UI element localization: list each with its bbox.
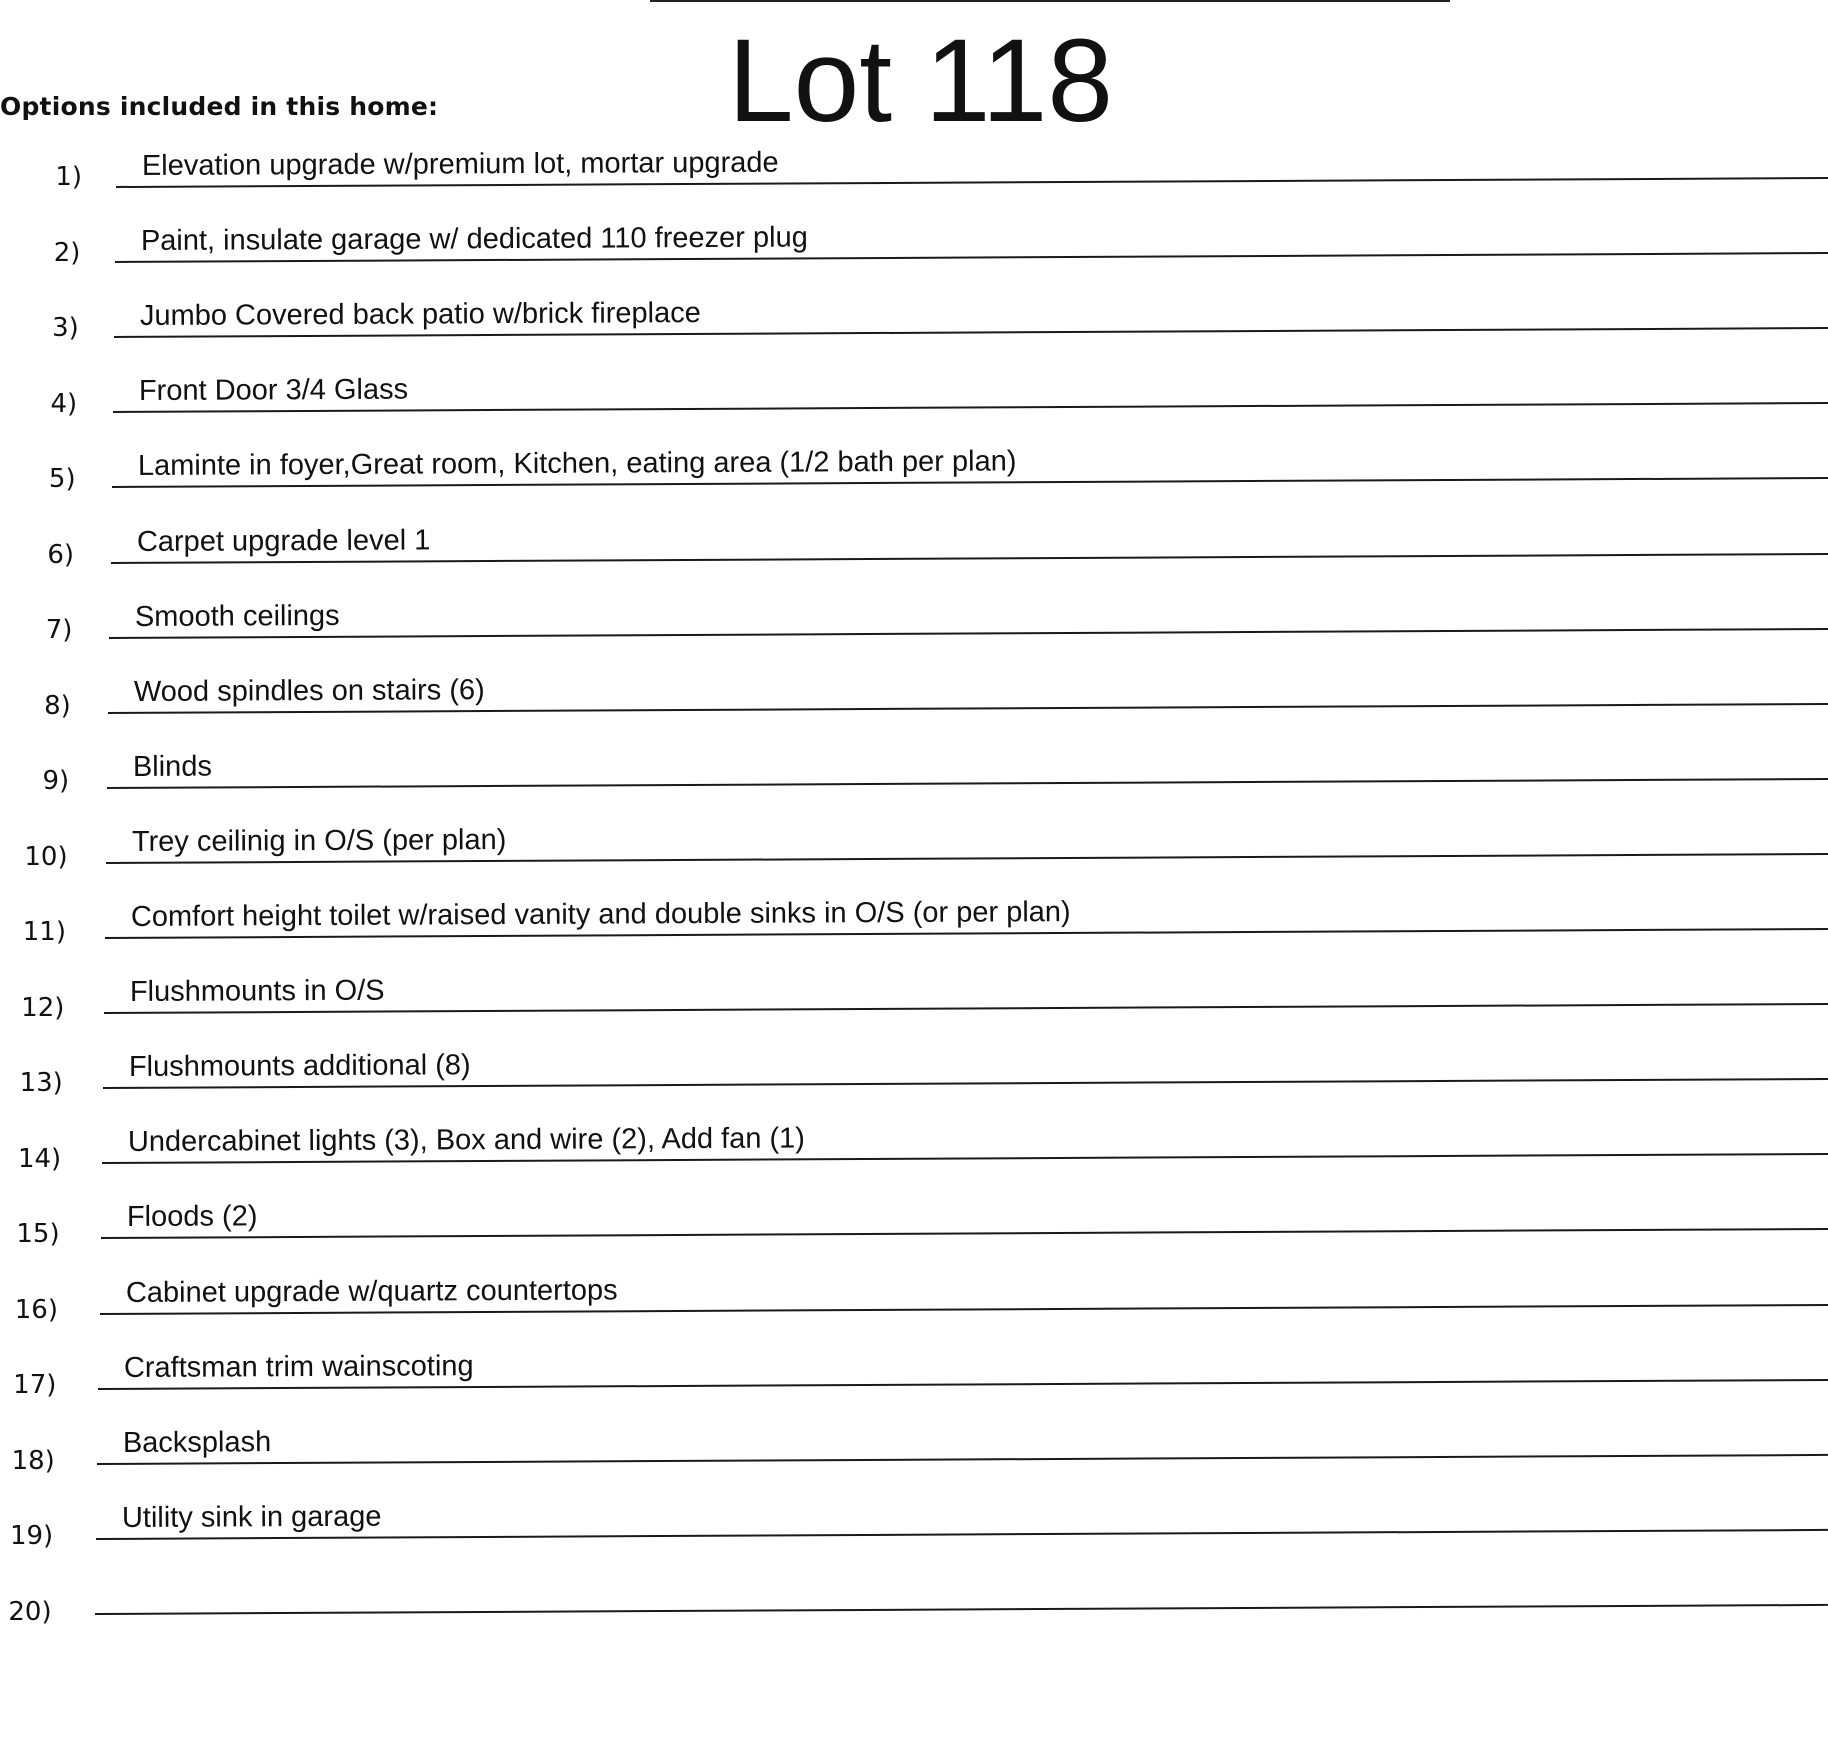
option-number: 6) [47, 539, 74, 570]
option-number: 1) [55, 162, 82, 192]
option-number: 13) [19, 1068, 63, 1098]
option-text: Flushmounts in O/S [129, 974, 385, 1009]
lot-title: Lot 118 [728, 15, 1113, 147]
options-heading: Options included in this home: [0, 92, 439, 121]
option-number: 2) [53, 237, 81, 268]
option-number: 7) [45, 615, 73, 645]
option-number: 9) [42, 766, 70, 796]
option-text: Jumbo Covered back patio w/brick fireplace [139, 297, 701, 333]
option-number: 19) [9, 1521, 54, 1551]
option-text: Flushmounts additional (8) [128, 1049, 471, 1084]
option-text: Trey ceilinig in O/S (per plan) [131, 823, 507, 858]
option-text: Smooth ceilings [135, 599, 341, 633]
option-text: Backsplash [123, 1425, 272, 1459]
option-number: 16) [14, 1294, 58, 1325]
option-text: Front Door 3/4 Glass [138, 373, 408, 408]
option-text: Utility sink in garage [122, 1500, 382, 1534]
option-text: Paint, insulate garage w/ dedicated 110 freezer plug [140, 221, 808, 258]
option-number: 3) [52, 313, 79, 343]
option-entry-line [101, 1228, 1828, 1239]
option-text: Carpet upgrade level 1 [136, 523, 430, 558]
option-text: Blinds [133, 750, 213, 783]
option-text: Undercabinet lights (3), Box and wire (2), Add fan (1) [127, 1122, 805, 1159]
top-signature-line [650, 0, 1450, 2]
option-number: 17) [13, 1370, 57, 1400]
option-entry-line [95, 1604, 1828, 1615]
option-number: 20) [8, 1596, 52, 1627]
option-number: 8) [44, 690, 71, 721]
option-text: Laminte in foyer,Great room, Kitchen, eating area (1/2 bath per plan) [137, 445, 1017, 483]
option-entry-line [109, 628, 1828, 639]
option-number: 12) [21, 992, 65, 1023]
option-entry-line [97, 1454, 1828, 1465]
option-number: 4) [50, 388, 78, 419]
option-number: 15) [16, 1219, 60, 1249]
option-text: Craftsman trim wainscoting [124, 1349, 475, 1384]
option-text: Cabinet upgrade w/quartz countertops [125, 1273, 618, 1309]
option-number: 14) [17, 1143, 62, 1174]
option-text: Floods (2) [126, 1200, 258, 1234]
option-number: 18) [11, 1445, 55, 1476]
option-number: 10) [24, 841, 68, 872]
option-text: Comfort height toilet w/raised vanity and double sinks in O/S (or per plan) [130, 896, 1071, 933]
option-number: 5) [48, 464, 76, 494]
option-entry-line [107, 778, 1828, 789]
option-text: Elevation upgrade w/premium lot, mortar upgrade [141, 146, 779, 183]
option-number: 11) [22, 917, 66, 947]
option-text: Wood spindles on stairs (6) [134, 673, 486, 708]
